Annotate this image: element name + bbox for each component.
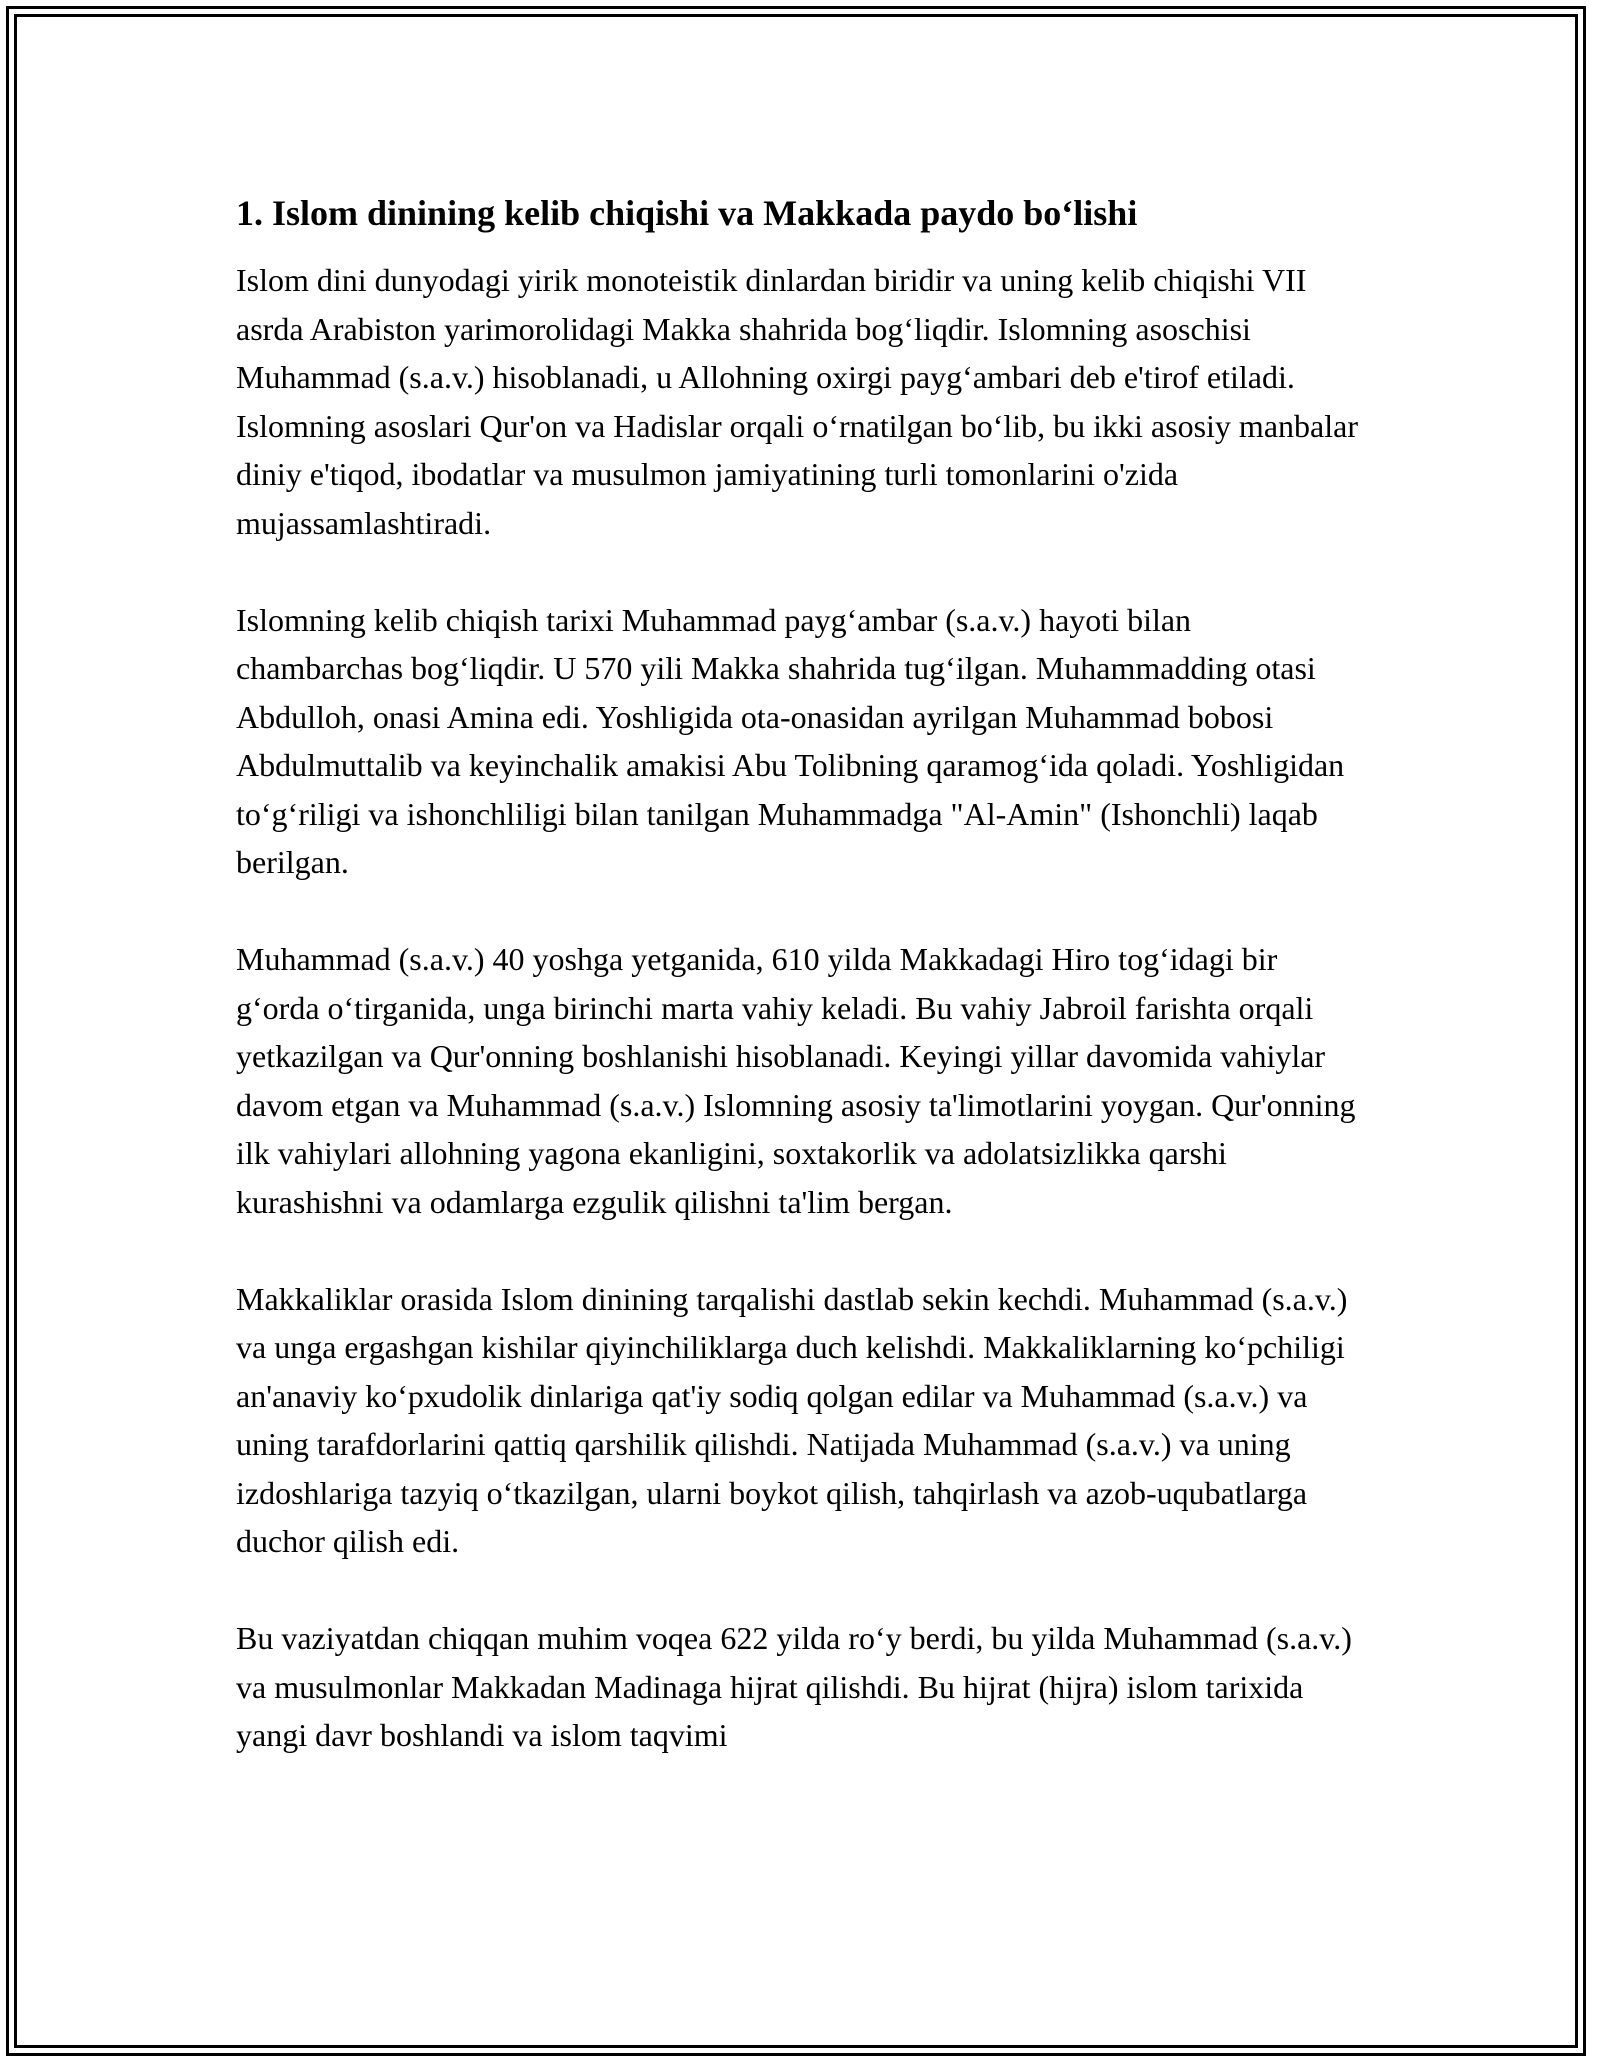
paragraph-1: Islom dini dunyodagi yirik monoteistik dinlardan biridir va uning kelib chiqishi VII asrda Arabiston yarimorolidagi Makka shahrida bog‘liqdir. Islomning asoschisi Muhammad (s.a.v.) hisoblanadi, u Allohning oxirgi payg‘ambari deb e'tirof etiladi. Islomning asoslari Qur'on va Hadislar orqali o‘rnatilgan bo‘lib, bu ikki asosiy manbalar diniy e'tiqod, ibodatlar va musulmon jamiyatining turli tomonlarini o'zida mujassamlashtiradi. [236,262,1358,541]
paragraph-5: Bu vaziyatdan chiqqan muhim voqea 622 yilda ro‘y berdi, bu yilda Muhammad (s.a.v.) va musulmonlar Makkadan Madinaga hijrat qilishdi. Bu hijrat (hijra) islom tarixida yangi davr boshlandi va islom taqvimi [236,1620,1352,1753]
document-body [236,190,1366,1808]
paragraph-3: Muhammad (s.a.v.) 40 yoshga yetganida, 610 yilda Makkadagi Hiro tog‘idagi bir g‘orda o‘tirganida, unga birinchi marta vahiy keladi. Bu vahiy Jabroil farishta orqali yetkazilgan va Qur'onning boshlanishi hisoblanadi. Keyingi yillar davomida vahiylar davom etgan va Muhammad (s.a.v.) Islomning asosiy ta'limotlarini yoygan. Qur'onning ilk vahiylari allohning yagona ekanligini, soxtakorlik va adolatsizlikka qarshi kurashishni va odamlarga ezgulik qilishni ta'lim bergan. [236,941,1356,1220]
paragraph-4: Makkaliklar orasida Islom dinining tarqalishi dastlab sekin kechdi. Muhammad (s.a.v.) va unga ergashgan kishilar qiyinchiliklarga duch kelishdi. Makkaliklarning ko‘pchiligi an'anaviy ko‘pxudolik dinlariga qat'iy sodiq qolgan edilar va Muhammad (s.a.v.) va uning tarafdorlarini qattiq qarshilik qilishdi. Natijada Muhammad (s.a.v.) va uning izdoshlariga tazyiq o‘tkazilgan, ularni boykot qilish, tahqirlash va azob-uqubatlarga duchor qilish edi. [236,1280,1348,1559]
section-heading: 1. Islom dinining kelib chiqishi va Makkada paydo bo‘lishi [236,193,1138,233]
paragraph-2: Islomning kelib chiqish tarixi Muhammad payg‘ambar (s.a.v.) hayoti bilan chambarchas bog‘liqdir. U 570 yili Makka shahrida tug‘ilgan. Muhammadding otasi Abdulloh, onasi Amina edi. Yoshligida ota-onasidan ayrilgan Muhammad bobosi Abdulmuttalib va keyinchalik amakisi Abu Tolibning qaramog‘ida qoladi. Yoshligidan to‘g‘riligi va ishonchliligi bilan tanilgan Muhammadga "Al-Amin" (Ishonchli) laqab berilgan. [236,601,1345,880]
